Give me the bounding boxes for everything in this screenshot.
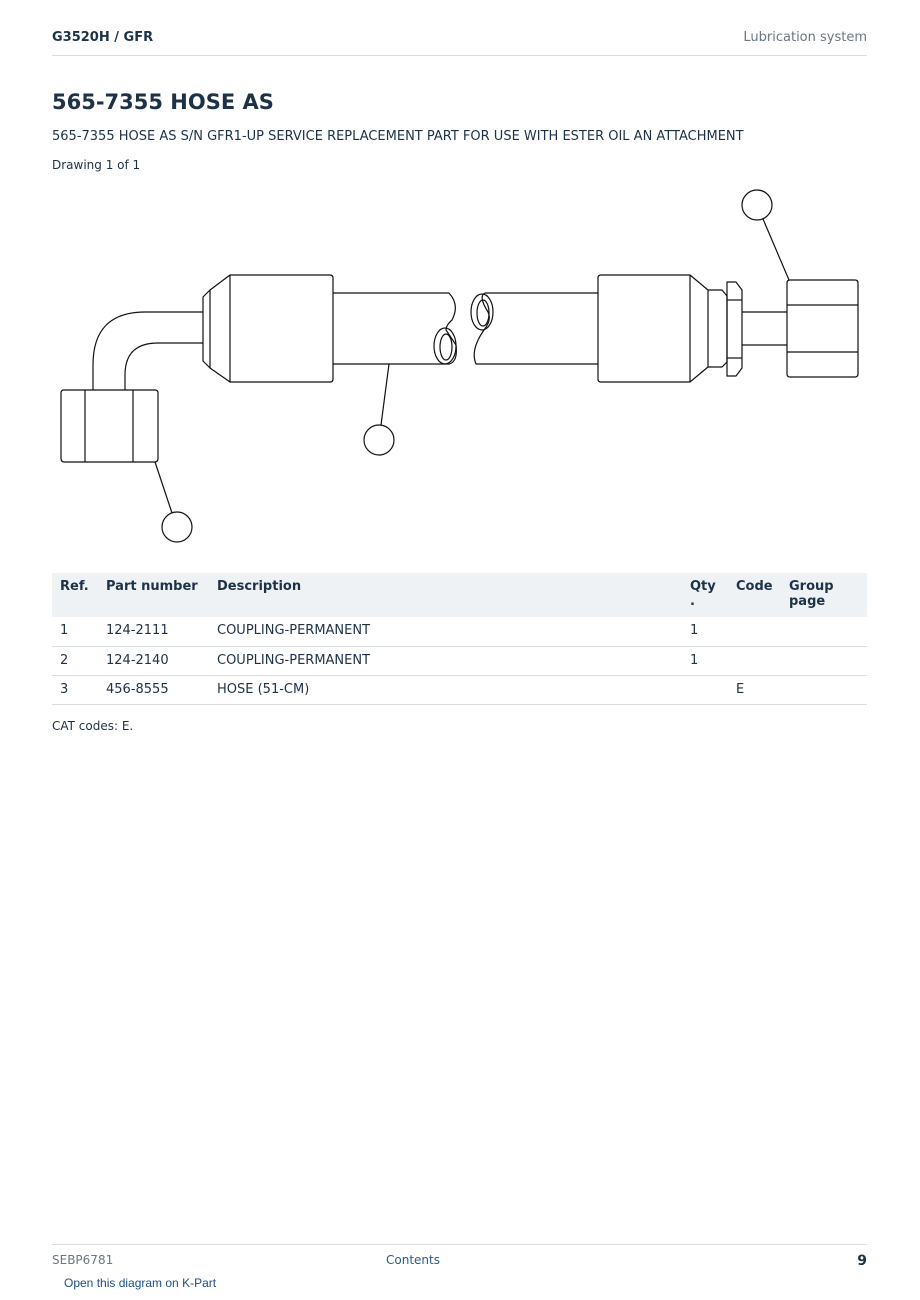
parts-table bbox=[52, 573, 867, 705]
drawing-label: Drawing 1 of 1 bbox=[52, 158, 141, 172]
cell-part-number: 456-8555 bbox=[98, 675, 209, 704]
col-description: Description bbox=[209, 573, 682, 617]
col-group-page: Group page bbox=[781, 573, 867, 617]
kpart-link[interactable]: Open this diagram on K-Part bbox=[64, 1276, 217, 1290]
left-ferrule bbox=[203, 275, 333, 382]
cell-description: HOSE (51-CM) bbox=[209, 675, 682, 704]
cell-description: COUPLING-PERMANENT bbox=[209, 646, 682, 675]
callout-center bbox=[364, 364, 394, 455]
callout-top-right bbox=[742, 190, 789, 280]
short-tube bbox=[742, 312, 787, 345]
cell-group-page bbox=[781, 675, 867, 704]
page-subtitle: 565-7355 HOSE AS S/N GFR1-UP SERVICE REPLACEMENT PART FOR USE WITH ESTER OIL AN ATTACHMENT bbox=[52, 129, 744, 144]
page-number: 9 bbox=[857, 1253, 867, 1269]
col-code: Code bbox=[728, 573, 781, 617]
cell-ref: 3 bbox=[52, 675, 98, 704]
cell-group-page bbox=[781, 646, 867, 675]
cell-ref: 2 bbox=[52, 646, 98, 675]
table-row bbox=[52, 617, 867, 646]
model-label: G3520H / GFR bbox=[52, 30, 154, 45]
table-row bbox=[52, 675, 867, 704]
doc-id: SEBP6781 bbox=[52, 1253, 114, 1267]
page-footer bbox=[52, 1244, 867, 1273]
right-ferrule bbox=[598, 275, 727, 382]
left-swivel-nut bbox=[61, 390, 158, 462]
cell-code: E bbox=[728, 675, 781, 704]
section-label: Lubrication system bbox=[743, 30, 867, 45]
cell-code bbox=[728, 617, 781, 646]
right-swivel-nut bbox=[787, 280, 858, 377]
cell-qty: 1 bbox=[682, 617, 728, 646]
page-header bbox=[52, 28, 867, 56]
table-row bbox=[52, 646, 867, 675]
col-part-number: Part number bbox=[98, 573, 209, 617]
cell-qty bbox=[682, 675, 728, 704]
col-ref: Ref. bbox=[52, 573, 98, 617]
cell-part-number: 124-2140 bbox=[98, 646, 209, 675]
table-header-row bbox=[52, 573, 867, 617]
page-title: 565-7355 HOSE AS bbox=[52, 90, 274, 114]
left-hose-segment bbox=[333, 293, 456, 364]
cell-description: COUPLING-PERMANENT bbox=[209, 617, 682, 646]
cat-codes-note: CAT codes: E. bbox=[52, 719, 134, 733]
hex-nut bbox=[727, 282, 742, 376]
cell-qty: 1 bbox=[682, 646, 728, 675]
right-hose-segment bbox=[471, 293, 598, 364]
elbow-tube bbox=[93, 312, 203, 390]
cell-ref: 1 bbox=[52, 617, 98, 646]
col-qty: Qty . bbox=[682, 573, 728, 617]
cell-part-number: 124-2111 bbox=[98, 617, 209, 646]
hose-assembly-diagram bbox=[52, 185, 872, 550]
cell-group-page bbox=[781, 617, 867, 646]
cell-code bbox=[728, 646, 781, 675]
contents-link[interactable]: Contents bbox=[386, 1253, 440, 1267]
callout-bottom-left bbox=[155, 462, 192, 542]
